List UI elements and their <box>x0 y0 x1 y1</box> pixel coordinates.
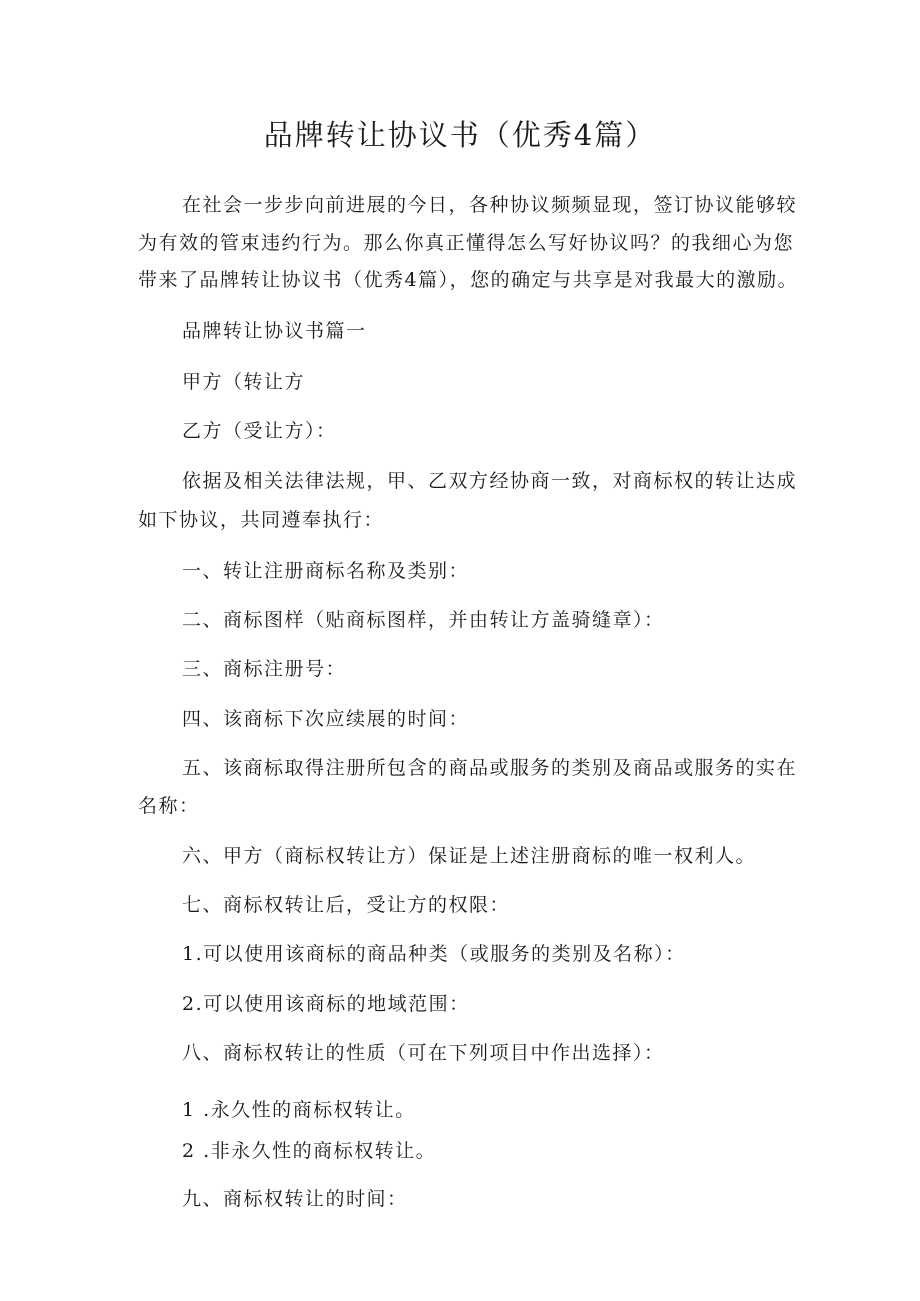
clause-1: 一、转让注册商标名称及类别： <box>182 560 470 582</box>
clause-5-line-1: 五、该商标取得注册所包含的商品或服务的类别及商品或服务的实在 <box>182 757 798 779</box>
section-heading: 品牌转让协议书篇一 <box>182 320 367 342</box>
basis-line-1: 依据及相关法律法规，甲、乙双方经协商一致，对商标权的转让达成 <box>182 470 798 492</box>
clause-9: 九、商标权转让的时间： <box>182 1188 408 1210</box>
intro-line-3: 带来了品牌转让协议书（优秀4篇），您的确定与共享是对我最大的激励。 <box>138 269 799 291</box>
clause-2: 二、商标图样（贴商标图样，并由转让方盖骑缝章）： <box>182 609 665 631</box>
clause-8-item-1: 1 .永久性的商标权转让。 <box>182 1099 416 1121</box>
basis-line-2: 如下协议，共同遵奉执行： <box>138 509 385 531</box>
party-a: 甲方（转让方 <box>182 371 306 393</box>
clause-7-item-1: 1.可以使用该商标的商品种类（或服务的类别及名称）： <box>182 943 686 965</box>
document-title: 品牌转让协议书（优秀4篇） <box>263 118 657 152</box>
clause-7: 七、商标权转让后，受让方的权限： <box>182 894 511 916</box>
intro-line-1: 在社会一步步向前进展的今日，各种协议频频显现，签订协议能够较 <box>182 194 798 216</box>
clause-8: 八、商标权转让的性质（可在下列项目中作出选择）： <box>182 1042 665 1064</box>
clause-5-line-2: 名称： <box>138 795 200 817</box>
intro-line-2: 为有效的管束违约行为。那么你真正懂得怎么写好协议吗？的我细心为您 <box>138 232 795 254</box>
clause-7-item-2: 2.可以使用该商标的地域范围： <box>182 993 470 1015</box>
clause-3: 三、商标注册号： <box>182 658 347 680</box>
clause-6: 六、甲方（商标权转让方）保证是上述注册商标的唯一权利人。 <box>182 845 757 867</box>
clause-8-item-2: 2 .非永久性的商标权转让。 <box>182 1140 437 1162</box>
clause-4: 四、该商标下次应续展的时间： <box>182 708 470 730</box>
party-b: 乙方（受让方）： <box>182 420 337 442</box>
